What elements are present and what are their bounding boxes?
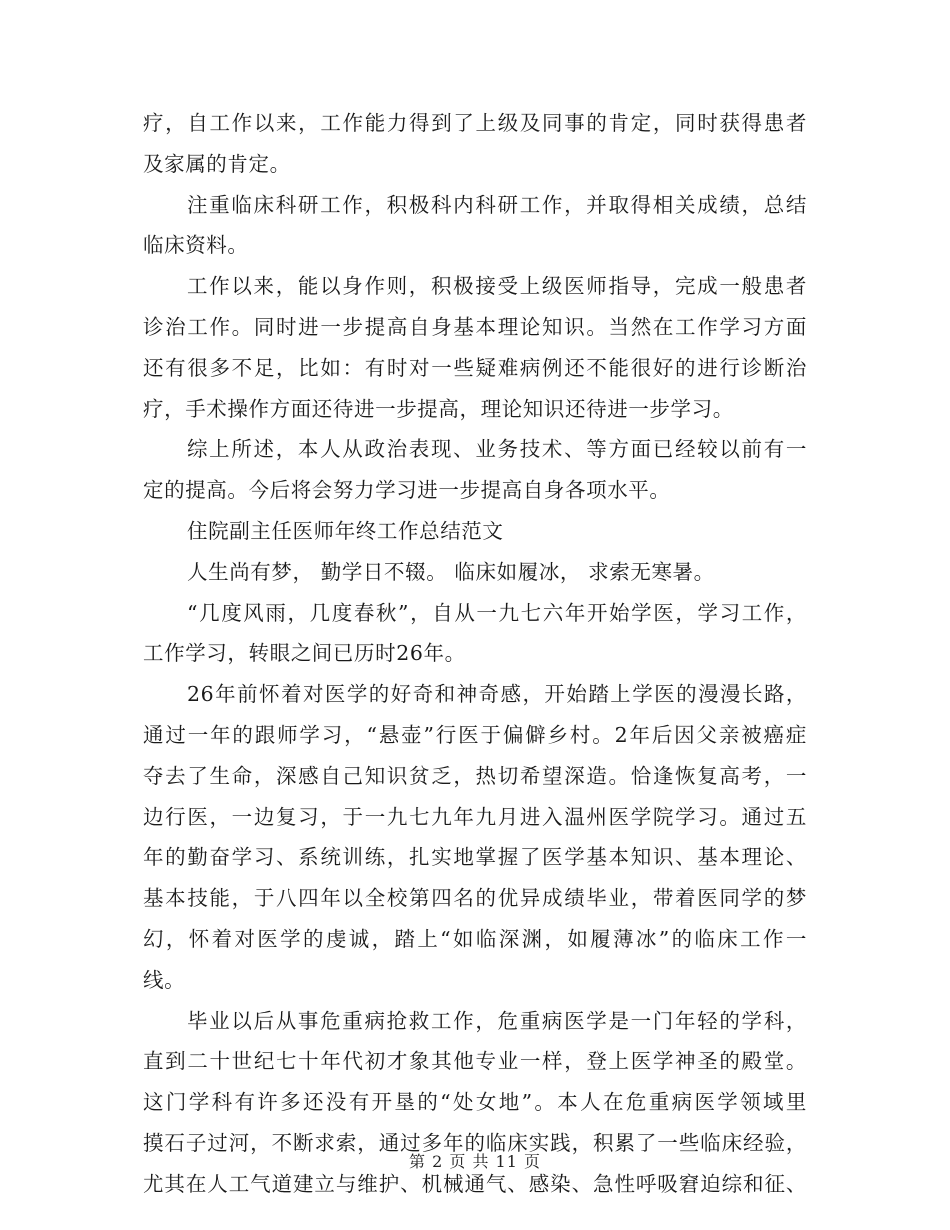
text-line: “几度风雨，几度春秋”，自从一九七六年开始学医，学习工作， bbox=[187, 600, 807, 625]
text-line: 还有很多不足，比如：有时对一些疑难病例还不能很好的进行诊断治 bbox=[143, 355, 807, 380]
text-line: 毕业以后从事危重病抢救工作，危重病医学是一门年轻的学科， bbox=[187, 1008, 807, 1033]
page-number-label: 第 2 页 共 11 页 bbox=[409, 1152, 541, 1171]
text-line: 住院副主任医师年终工作总结范文 bbox=[187, 518, 504, 543]
text-line: 疗，手术操作方面还待进一步提高，理论知识还待进一步学习。 bbox=[143, 396, 734, 421]
text-line: 26年前怀着对医学的好奇和神奇感，开始踏上学医的漫漫长路， bbox=[187, 682, 807, 707]
text-line: 边行医，一边复习，于一九七九年九月进入温州医学院学习。通过五 bbox=[143, 804, 807, 829]
text-line: 临床资料。 bbox=[143, 233, 249, 258]
text-line: 摸石子过河，不断求索，通过多年的临床实践，积累了一些临床经验， bbox=[143, 1130, 807, 1155]
text-line: 通过一年的跟师学习，“悬壶”行医于偏僻乡村。2年后因父亲被癌症 bbox=[143, 722, 807, 747]
text-line: 线。 bbox=[143, 967, 186, 992]
text-line: 定的提高。今后将会努力学习进一步提高自身各项水平。 bbox=[143, 478, 671, 503]
text-line: 疗，自工作以来，工作能力得到了上级及同事的肯定，同时获得患者 bbox=[143, 111, 807, 135]
text-line: 幻，怀着对医学的虔诚，踏上“如临深渊，如履薄冰”的临床工作一 bbox=[143, 926, 807, 951]
text-line: 尤其在人工气道建立与维护、机械通气、感染、急性呼吸窘迫综和征、 bbox=[143, 1171, 807, 1196]
text-line: 注重临床科研工作，积极科内科研工作，并取得相关成绩，总结 bbox=[187, 192, 807, 217]
text-line: 夺去了生命，深感自己知识贫乏，热切希望深造。恰逢恢复高考，一 bbox=[143, 763, 807, 788]
text-line: 人生尚有梦， 勤学日不辍。 临床如履冰， 求索无寒暑。 bbox=[187, 559, 715, 584]
text-line: 年的勤奋学习、系统训练，扎实地掌握了医学基本知识、基本理论、 bbox=[143, 845, 807, 870]
text-line: 综上所述，本人从政治表现、业务技术、等方面已经较以前有一 bbox=[187, 437, 807, 462]
text-line: 诊治工作。同时进一步提高自身基本理论知识。当然在工作学习方面 bbox=[143, 314, 807, 339]
document-body bbox=[143, 103, 807, 1205]
text-line: 工作以来，能以身作则，积极接受上级医师指导，完成一般患者 bbox=[187, 274, 807, 299]
page-footer bbox=[0, 1152, 950, 1172]
text-line: 这门学科有许多还没有开垦的“处女地”。本人在危重病医学领域里 bbox=[143, 1090, 807, 1115]
text-line: 基本技能，于八四年以全校第四名的优异成绩毕业，带着医同学的梦 bbox=[143, 886, 807, 911]
text-line: 直到二十世纪七十年代初才象其他专业一样，登上医学神圣的殿堂。 bbox=[143, 1049, 807, 1074]
text-line: 工作学习，转眼之间已历时26年。 bbox=[143, 641, 466, 666]
text-line: 及家属的肯定。 bbox=[143, 151, 291, 176]
